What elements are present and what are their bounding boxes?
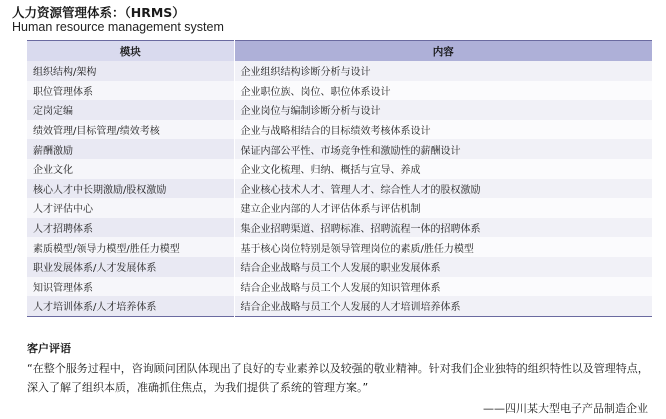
table-row	[27, 218, 652, 238]
module-cell: 薪酬激励	[27, 139, 234, 159]
review-title: 客户评语	[27, 342, 71, 355]
content-cell: 企业职位族、岗位、职位体系设计	[234, 81, 652, 101]
module-cell: 定岗定编	[27, 100, 234, 120]
content-cell: 结合企业战略与员工个人发展的知识管理体系	[234, 277, 652, 297]
content-cell: 企业文化梳理、归纳、概括与宣导、养成	[234, 159, 652, 179]
table-row	[27, 257, 652, 277]
content-cell: 结合企业战略与员工个人发展的人才培训培养体系	[234, 296, 652, 316]
review-text: “在整个服务过程中，咨询顾问团队体现出了良好的专业素养以及较强的敬业精神。针对我们企业独特的组织特性以及管理特点，深入了解了组织本质，准确抓住焦点，为我们提供了系统的管理方案。”	[27, 362, 649, 394]
content-cell: 集企业招聘渠道、招聘标准、招聘流程一体的招聘体系	[234, 218, 652, 238]
module-cell: 职业发展体系/人才发展体系	[27, 257, 234, 277]
table-row	[27, 179, 652, 199]
module-cell: 核心人才中长期激励/股权激励	[27, 179, 234, 199]
table-row	[27, 237, 652, 257]
table-row	[27, 296, 652, 316]
review-source: ——四川某大型电子产品制造企业	[483, 402, 648, 415]
table-row	[27, 120, 652, 140]
content-cell: 保证内部公平性、市场竞争性和激励性的薪酬设计	[234, 139, 652, 159]
table-row	[27, 159, 652, 179]
page-subtitle: Human resource management system	[12, 20, 224, 34]
module-cell: 组织结构/架构	[27, 61, 234, 81]
module-cell: 知识管理体系	[27, 277, 234, 297]
module-cell: 绩效管理/目标管理/绩效考核	[27, 120, 234, 140]
module-cell: 企业文化	[27, 159, 234, 179]
module-cell: 人才培训体系/人才培养体系	[27, 296, 234, 316]
content-cell: 企业与战略相结合的目标绩效考核体系设计	[234, 120, 652, 140]
content-cell: 结合企业战略与员工个人发展的职业发展体系	[234, 257, 652, 277]
column-header-module: 模块	[27, 41, 234, 62]
hrms-table	[27, 40, 652, 317]
table-row	[27, 81, 652, 101]
module-cell: 人才评估中心	[27, 198, 234, 218]
table-row	[27, 61, 652, 81]
module-cell: 职位管理体系	[27, 81, 234, 101]
table-header-row	[27, 41, 652, 62]
content-cell: 建立企业内部的人才评估体系与评估机制	[234, 198, 652, 218]
content-cell: 企业核心技术人才、管理人才、综合性人才的股权激励	[234, 179, 652, 199]
module-cell: 人才招聘体系	[27, 218, 234, 238]
column-header-content: 内容	[234, 41, 652, 62]
table-row	[27, 139, 652, 159]
page-title: 人力资源管理体系：（HRMS）	[12, 5, 185, 20]
table-row	[27, 100, 652, 120]
table-row	[27, 277, 652, 297]
module-cell: 素质模型/领导力模型/胜任力模型	[27, 237, 234, 257]
content-cell: 企业组织结构诊断分析与设计	[234, 61, 652, 81]
table-row	[27, 198, 652, 218]
content-cell: 企业岗位与编制诊断分析与设计	[234, 100, 652, 120]
content-cell: 基于核心岗位特别是领导管理岗位的素质/胜任力模型	[234, 237, 652, 257]
